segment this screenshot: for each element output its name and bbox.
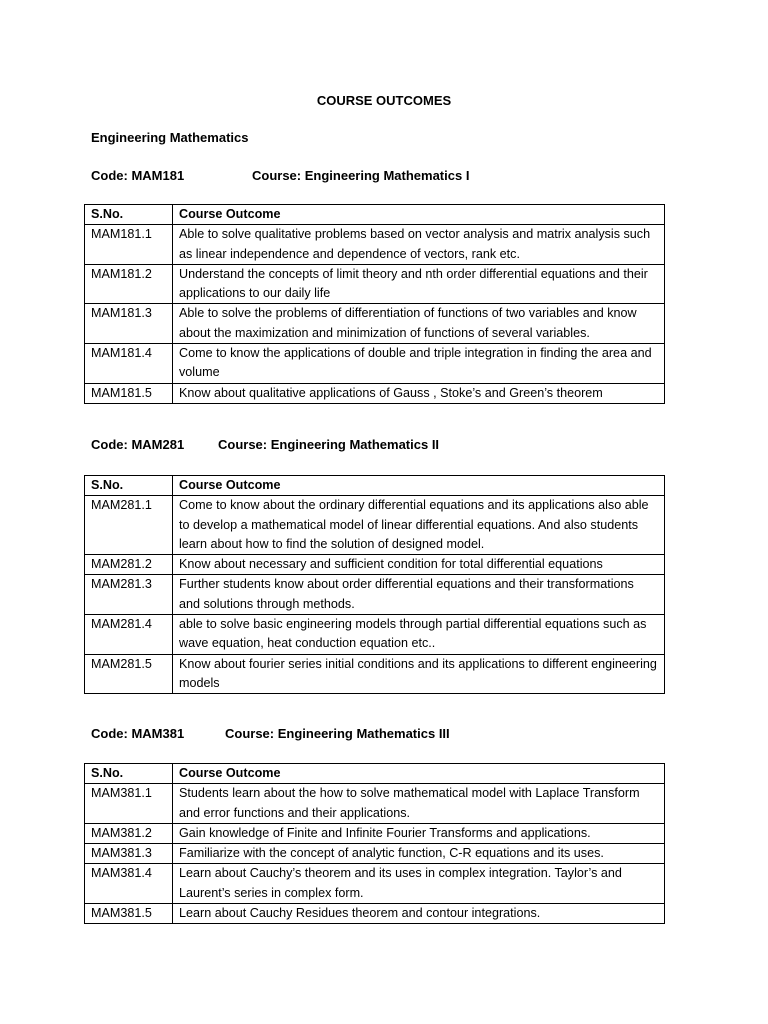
sno-cell: MAM381.5 xyxy=(85,904,173,924)
course-name: Course: Engineering Mathematics III xyxy=(225,726,450,741)
table-row xyxy=(85,615,665,655)
sno-cell: MAM281.4 xyxy=(85,615,173,655)
course-name: Course: Engineering Mathematics I xyxy=(252,168,470,183)
table-row xyxy=(85,383,665,403)
sno-cell: MAM181.3 xyxy=(85,304,173,344)
table-row xyxy=(85,654,665,694)
outcome-cell: Understand the concepts of limit theory and nth order differential equations and their applications to our daily life xyxy=(173,264,665,304)
table-row xyxy=(85,784,665,824)
outcome-cell: Able to solve qualitative problems based on vector analysis and matrix analysis such as linear independence and dependence of vectors, rank etc. xyxy=(173,225,665,265)
table-row xyxy=(85,264,665,304)
code-line-3 xyxy=(91,726,450,741)
sno-cell: MAM281.5 xyxy=(85,654,173,694)
table-row xyxy=(85,575,665,615)
table-row xyxy=(85,555,665,575)
outcomes-table-3 xyxy=(84,763,665,924)
outcome-cell: able to solve basic engineering models through partial differential equations such as wave equation, heat conduction equation etc.. xyxy=(173,615,665,655)
table-row xyxy=(85,823,665,843)
outcomes-table-2 xyxy=(84,475,665,694)
table-row xyxy=(85,844,665,864)
sno-cell: MAM381.2 xyxy=(85,823,173,843)
header-outcome: Course Outcome xyxy=(173,476,665,496)
outcome-cell: Gain knowledge of Finite and Infinite Fourier Transforms and applications. xyxy=(173,823,665,843)
header-sno: S.No. xyxy=(85,764,173,784)
outcome-cell: Familiarize with the concept of analytic function, C-R equations and its uses. xyxy=(173,844,665,864)
header-outcome: Course Outcome xyxy=(173,205,665,225)
sno-cell: MAM181.5 xyxy=(85,383,173,403)
sno-cell: MAM181.1 xyxy=(85,225,173,265)
outcome-cell: Know about fourier series initial conditions and its applications to different engineering models xyxy=(173,654,665,694)
outcome-cell: Know about qualitative applications of Gauss , Stoke’s and Green’s theorem xyxy=(173,383,665,403)
table-header-row xyxy=(85,205,665,225)
table-row xyxy=(85,864,665,904)
course-code: Code: MAM381 xyxy=(91,726,185,741)
code-line-1 xyxy=(91,168,470,183)
code-line-2 xyxy=(91,437,440,452)
sno-cell: MAM381.1 xyxy=(85,784,173,824)
outcome-cell: Know about necessary and sufficient condition for total differential equations xyxy=(173,555,665,575)
course-code: Code: MAM281 xyxy=(91,437,185,452)
sno-cell: MAM281.1 xyxy=(85,496,173,555)
table-row xyxy=(85,904,665,924)
sno-cell: MAM381.4 xyxy=(85,864,173,904)
header-sno: S.No. xyxy=(85,476,173,496)
sno-cell: MAM281.2 xyxy=(85,555,173,575)
course-name: Course: Engineering Mathematics II xyxy=(218,437,440,452)
sno-cell: MAM181.4 xyxy=(85,344,173,384)
outcome-cell: Come to know about the ordinary differential equations and its applications also able to develop a mathematical model of linear differential equations. And also students learn about how to find the solution of designed model. xyxy=(173,496,665,555)
table-row xyxy=(85,496,665,555)
page-title: COURSE OUTCOMES xyxy=(316,93,452,108)
subject-heading: Engineering Mathematics xyxy=(91,130,249,145)
table-header-row xyxy=(85,476,665,496)
table-header-row xyxy=(85,764,665,784)
table-row xyxy=(85,344,665,384)
table-row xyxy=(85,225,665,265)
outcome-cell: Further students know about order differential equations and their transformations and solutions through methods. xyxy=(173,575,665,615)
outcome-cell: Learn about Cauchy’s theorem and its uses in complex integration. Taylor’s and Laurent’s series in complex form. xyxy=(173,864,665,904)
outcome-cell: Students learn about the how to solve mathematical model with Laplace Transform and error functions and their applications. xyxy=(173,784,665,824)
outcome-cell: Come to know the applications of double and triple integration in finding the area and volume xyxy=(173,344,665,384)
header-outcome: Course Outcome xyxy=(173,764,665,784)
table-row xyxy=(85,304,665,344)
outcomes-table-1 xyxy=(84,204,665,404)
sno-cell: MAM181.2 xyxy=(85,264,173,304)
sno-cell: MAM281.3 xyxy=(85,575,173,615)
header-sno: S.No. xyxy=(85,205,173,225)
outcome-cell: Learn about Cauchy Residues theorem and contour integrations. xyxy=(173,904,665,924)
outcome-cell: Able to solve the problems of differentiation of functions of two variables and know about the maximization and minimization of functions of several variables. xyxy=(173,304,665,344)
course-code: Code: MAM181 xyxy=(91,168,185,183)
sno-cell: MAM381.3 xyxy=(85,844,173,864)
